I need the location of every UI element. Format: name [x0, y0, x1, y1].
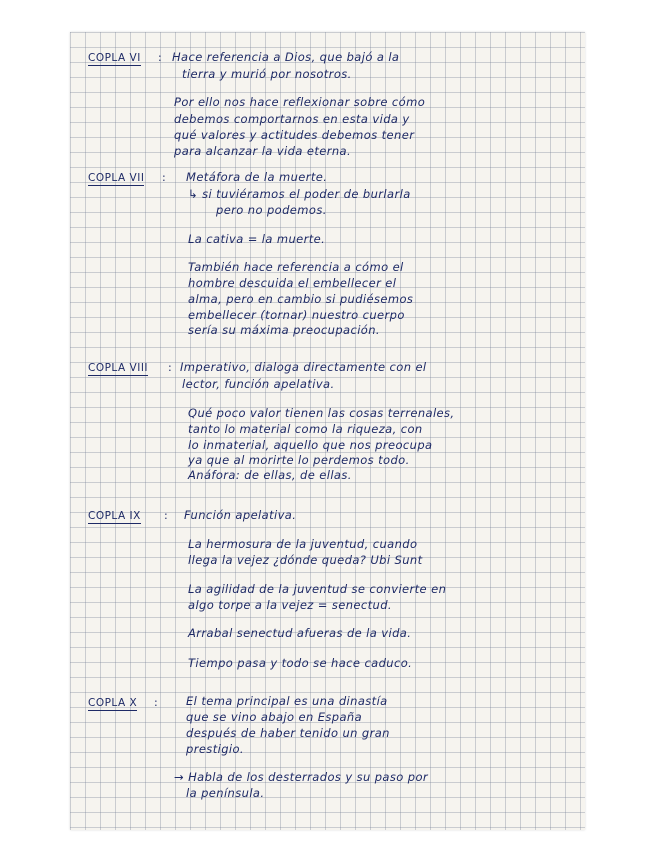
- note-line: El tema principal es una dinastía: [186, 694, 388, 708]
- section-label: COPLA VI: [88, 52, 141, 64]
- note-line: tierra y murió por nosotros.: [182, 67, 352, 81]
- note-line: Por ello nos hace reflexionar sobre cómo: [174, 95, 426, 109]
- note-line: Qué poco valor tienen las cosas terrenales,: [188, 406, 455, 420]
- note-line: qué valores y actitudes debemos tener: [174, 128, 415, 142]
- label-colon: :: [164, 509, 168, 522]
- note-line: Metáfora de la muerte.: [186, 170, 328, 184]
- section-label: COPLA IX: [88, 510, 141, 522]
- note-line: Hace referencia a Dios, que bajó a la: [172, 50, 400, 64]
- note-line: → Habla de los desterrados y su paso por: [174, 770, 429, 784]
- note-line: la península.: [186, 786, 265, 800]
- note-line: llega la vejez ¿dónde queda? Ubi Sunt: [188, 553, 423, 567]
- note-line: hombre descuida el embellecer el: [188, 276, 397, 290]
- note-line: Anáfora: de ellas, de ellas.: [188, 468, 352, 482]
- note-line: La cativa = la muerte.: [188, 232, 326, 246]
- notebook-page: [70, 32, 585, 830]
- note-line: Arrabal senectud afueras de la vida.: [188, 626, 412, 640]
- note-line: ya que al morirte lo perdemos todo.: [188, 453, 410, 467]
- label-colon: :: [168, 361, 172, 374]
- note-line: debemos comportarnos en esta vida y: [174, 112, 410, 126]
- section-label: COPLA VIII: [88, 362, 149, 374]
- note-line: lector, función apelativa.: [182, 377, 335, 391]
- note-line: Función apelativa.: [184, 508, 297, 522]
- note-line: La agilidad de la juventud se convierte en: [188, 582, 447, 596]
- note-line: pero no podemos.: [216, 203, 327, 217]
- label-colon: :: [162, 171, 166, 184]
- section-label: COPLA X: [88, 697, 138, 709]
- label-colon: :: [154, 696, 158, 709]
- note-line: que se vino abajo en España: [186, 710, 363, 724]
- note-line: sería su máxima preocupación.: [188, 323, 380, 337]
- note-line: tanto lo material como la riqueza, con: [188, 422, 423, 436]
- label-colon: :: [158, 51, 162, 64]
- note-line: prestigio.: [186, 742, 244, 756]
- note-line: algo torpe a la vejez = senectud.: [188, 598, 392, 612]
- note-line: La hermosura de la juventud, cuando: [188, 537, 418, 551]
- note-line: después de haber tenido un gran: [186, 726, 390, 740]
- note-line: Imperativo, dialoga directamente con el: [180, 360, 427, 374]
- section-label: COPLA VII: [88, 172, 145, 184]
- note-line: para alcanzar la vida eterna.: [174, 144, 352, 158]
- note-line: Tiempo pasa y todo se hace caduco.: [188, 656, 413, 670]
- note-line: alma, pero en cambio si pudiésemos: [188, 292, 414, 306]
- note-line: lo inmaterial, aquello que nos preocupa: [188, 438, 433, 452]
- note-line: También hace referencia a cómo el: [188, 260, 404, 274]
- note-line: embellecer (tornar) nuestro cuerpo: [188, 308, 405, 322]
- note-line: ↳ si tuviéramos el poder de burlarla: [188, 187, 411, 201]
